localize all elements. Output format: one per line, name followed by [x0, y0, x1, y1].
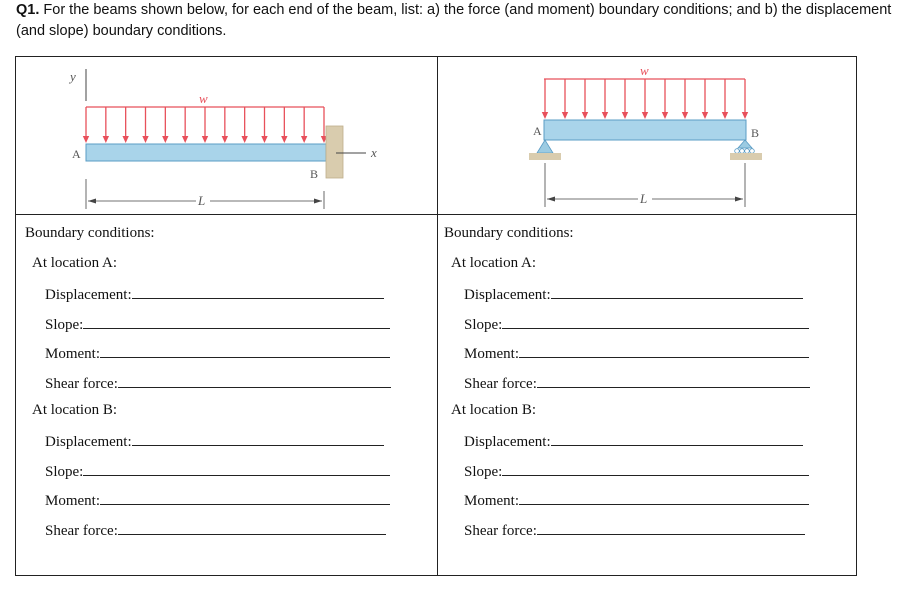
- location-b-heading: At location B:: [32, 402, 117, 418]
- answer-line[interactable]: [519, 490, 809, 505]
- load-arrow-head: [542, 112, 548, 119]
- load-label-w: w: [640, 63, 649, 78]
- roller-support-ground: [730, 153, 762, 160]
- load-arrow-head: [83, 136, 89, 143]
- end-b-label: B: [751, 126, 760, 140]
- displacement-b-field[interactable]: [45, 431, 384, 451]
- slope-b-field[interactable]: [464, 461, 809, 481]
- load-arrow-head: [582, 112, 588, 119]
- location-b-heading: At location B:: [451, 402, 536, 418]
- load-arrow-head: [662, 112, 668, 119]
- distributed-load-arrows: [542, 79, 748, 119]
- load-arrow-head: [202, 136, 208, 143]
- field-label: Slope:: [45, 317, 84, 333]
- answer-line[interactable]: [83, 461, 390, 476]
- roller-wheel: [740, 149, 745, 154]
- fixed-wall-support: [326, 126, 343, 178]
- roller-wheel: [745, 149, 750, 154]
- field-label: Displacement:: [45, 287, 132, 303]
- distributed-load-arrows: [83, 107, 327, 143]
- beam: [86, 144, 326, 161]
- y-axis-label: y: [70, 69, 76, 84]
- load-arrow-head: [182, 136, 188, 143]
- answer-line[interactable]: [118, 520, 386, 535]
- displacement-a-field[interactable]: [45, 284, 384, 304]
- dim-arrow-right: [735, 197, 743, 202]
- dim-arrow-left: [88, 199, 96, 204]
- displacement-b-field[interactable]: [464, 431, 803, 451]
- length-label: L: [640, 191, 648, 206]
- roller-wheel: [735, 149, 740, 154]
- moment-b-field[interactable]: [45, 490, 390, 510]
- load-arrow-head: [602, 112, 608, 119]
- answer-line[interactable]: [551, 431, 803, 446]
- roller-wheel: [750, 149, 755, 154]
- slope-a-field[interactable]: [464, 314, 809, 334]
- answer-line[interactable]: [132, 431, 384, 446]
- load-arrow-head: [642, 112, 648, 119]
- load-arrow-head: [742, 112, 748, 119]
- displacement-a-field[interactable]: [464, 284, 803, 304]
- left-answer-panel: [16, 215, 436, 575]
- answer-line[interactable]: [118, 373, 391, 388]
- question-body: For the beams shown below, for each end of the beam, list: a) the force (and moment) boundary conditions; and b) the displacement (and slope) boundary conditions.: [16, 2, 892, 39]
- answer-line[interactable]: [83, 314, 390, 329]
- simply-supported-beam-diagram: [437, 57, 857, 214]
- answer-line[interactable]: [502, 314, 809, 329]
- end-b-label: B: [310, 167, 319, 181]
- moment-a-field[interactable]: [464, 343, 809, 363]
- right-answer-panel: [437, 215, 857, 575]
- moment-b-field[interactable]: [464, 490, 809, 510]
- field-label: Shear force:: [464, 523, 537, 539]
- cantilever-beam-figure: [16, 57, 436, 214]
- x-axis-label: x: [371, 145, 377, 160]
- answer-line[interactable]: [551, 284, 803, 299]
- load-arrow-head: [562, 112, 568, 119]
- question-number: Q1.: [16, 2, 40, 18]
- load-arrow-head: [702, 112, 708, 119]
- load-arrow-head: [103, 136, 109, 143]
- dim-arrow-right: [314, 199, 322, 204]
- slope-b-field[interactable]: [45, 461, 390, 481]
- answer-line[interactable]: [100, 490, 390, 505]
- load-arrow-head: [301, 136, 307, 143]
- field-label: Moment:: [464, 493, 519, 509]
- field-label: Moment:: [464, 346, 519, 362]
- dim-arrow-left: [547, 197, 555, 202]
- shear-force-a-field[interactable]: [45, 373, 391, 393]
- load-arrow-head: [281, 136, 287, 143]
- pin-support-ground: [529, 153, 561, 160]
- field-label: Slope:: [464, 317, 503, 333]
- roller-support: [738, 140, 752, 148]
- panel-heading: Boundary conditions:: [25, 225, 155, 241]
- load-arrow-head: [622, 112, 628, 119]
- field-label: Moment:: [45, 493, 100, 509]
- load-label-w: w: [199, 91, 208, 106]
- answer-line[interactable]: [519, 343, 809, 358]
- field-label: Moment:: [45, 346, 100, 362]
- panel-heading: Boundary conditions:: [444, 225, 574, 241]
- field-label: Displacement:: [464, 434, 551, 450]
- answer-line[interactable]: [100, 343, 390, 358]
- end-a-label: A: [533, 124, 542, 138]
- field-label: Slope:: [45, 464, 84, 480]
- load-arrow-head: [722, 112, 728, 119]
- shear-force-b-field[interactable]: [464, 520, 805, 540]
- load-arrow-head: [682, 112, 688, 119]
- field-label: Displacement:: [464, 287, 551, 303]
- question-text: [16, 0, 896, 42]
- cantilever-beam-diagram: [16, 57, 436, 214]
- load-arrow-head: [241, 136, 247, 143]
- field-label: Shear force:: [45, 523, 118, 539]
- answer-line[interactable]: [537, 520, 805, 535]
- simply-supported-beam-figure: [437, 57, 857, 214]
- end-a-label: A: [72, 147, 81, 161]
- field-label: Shear force:: [45, 376, 118, 392]
- shear-force-a-field[interactable]: [464, 373, 810, 393]
- slope-a-field[interactable]: [45, 314, 390, 334]
- field-label: Displacement:: [45, 434, 132, 450]
- load-arrow-head: [142, 136, 148, 143]
- answer-line[interactable]: [537, 373, 810, 388]
- load-arrow-head: [162, 136, 168, 143]
- answer-line[interactable]: [132, 284, 384, 299]
- load-arrow-head: [222, 136, 228, 143]
- location-a-heading: At location A:: [451, 255, 536, 271]
- shear-force-b-field[interactable]: [45, 520, 386, 540]
- pin-support: [537, 140, 553, 153]
- field-label: Shear force:: [464, 376, 537, 392]
- length-label: L: [198, 193, 206, 208]
- field-label: Slope:: [464, 464, 503, 480]
- answer-table: [15, 56, 857, 576]
- load-arrow-head: [122, 136, 128, 143]
- answer-line[interactable]: [502, 461, 809, 476]
- moment-a-field[interactable]: [45, 343, 390, 363]
- load-arrow-head: [261, 136, 267, 143]
- location-a-heading: At location A:: [32, 255, 117, 271]
- beam: [544, 120, 746, 140]
